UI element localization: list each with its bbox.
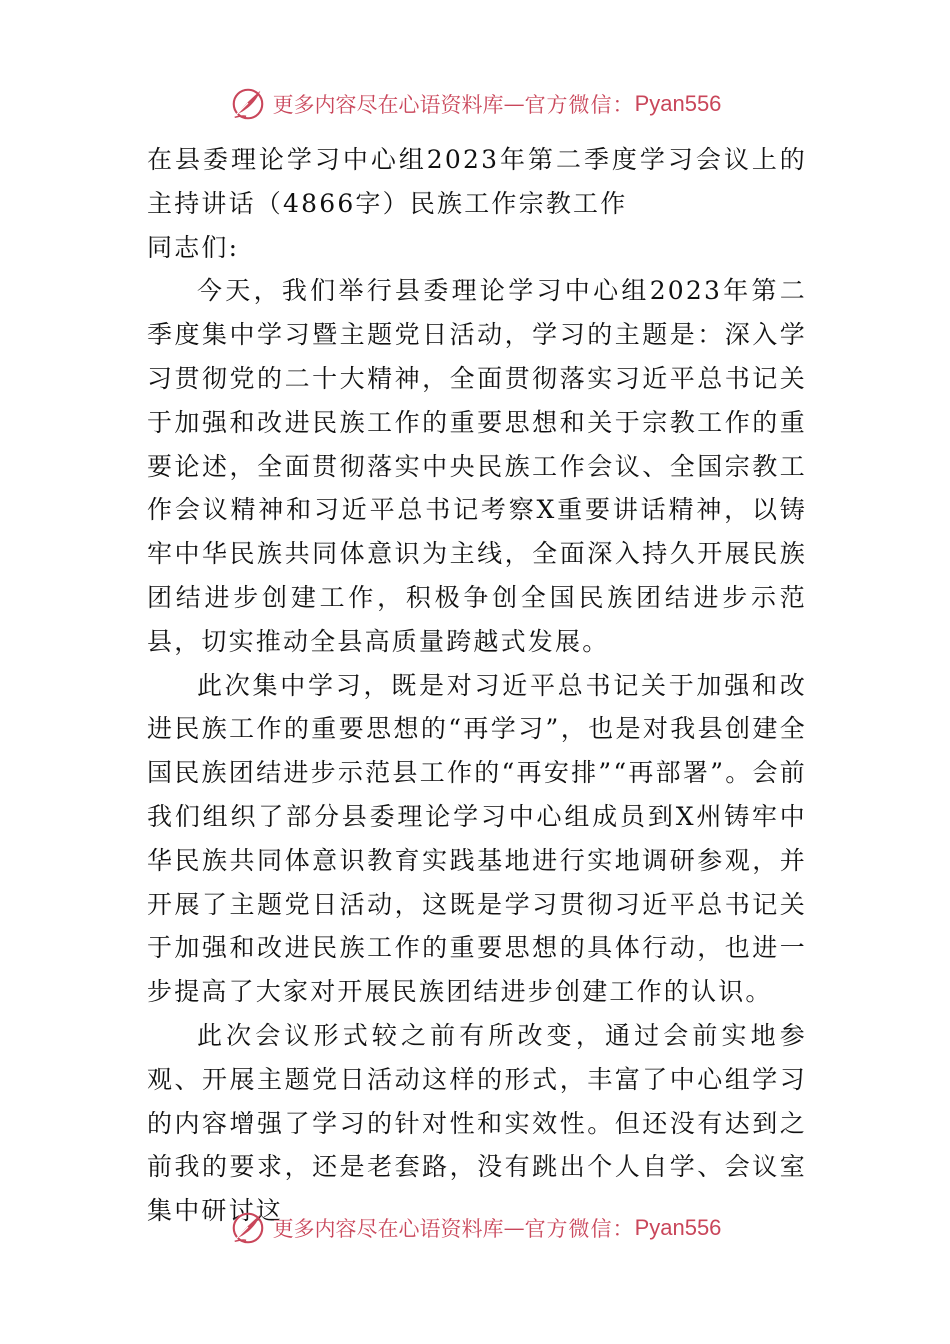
watermark-site-text: 更多内容尽在心语资料库 (272, 1217, 504, 1241)
watermark-banner-bottom (0, 1208, 950, 1248)
quill-pen-icon (229, 85, 267, 123)
paragraph-2: 此次集中学习，既是对习近平总书记关于加强和改进民族工作的重要思想的“再学习”，也是对我县创建全国民族团结进步示范县工作的“再安排”“再部署”。会前我们组织了部分县委理论学习中心组成员到X州铸牢中华民族共同体意识教育实践基地进行实地调研参观，并开展了主题党日活动，这既是学习贯彻习近平总书记关于加强和改进民族工作的重要思想的具体行动，也进一步提高了大家对开展民族团结进步创建工作的认识。 (147, 670, 807, 1007)
watermark-separator: — (503, 92, 525, 116)
document-title: 在县委理论学习中心组2023年第二季度学习会议上的主持讲话（4866字）民族工作宗教工作 (147, 145, 807, 218)
watermark-banner-top (0, 84, 950, 124)
watermark-wechat-label: 官方微信： (524, 93, 635, 117)
quill-pen-icon (229, 1209, 267, 1247)
paragraph-3: 此次会议形式较之前有所改变，通过会前实地参观、开展主题党日活动这样的形式，丰富了中心组学习的内容增强了学习的针对性和实效性。但还没有达到之前我的要求，还是老套路，没有跳出个人自学、会议室集中研讨这 (147, 1020, 807, 1226)
watermark-wechat-id: Pyan556 (634, 91, 722, 116)
watermark-separator: — (503, 1216, 525, 1240)
document-salutation: 同志们: (147, 232, 240, 262)
paragraph-1: 今天，我们举行县委理论学习中心组2023年第二季度集中学习暨主题党日活动，学习的主题是：深入学习贯彻党的二十大精神，全面贯彻落实习近平总书记关于加强和改进民族工作的重要思想和关于宗教工作的重要论述，全面贯彻落实中央民族工作会议、全国宗教工作会议精神和习近平总书记考察X重要讲话精神，以铸牢中华民族共同体意识为主线，全面深入持久开展民族团结进步创建工作，积极争创全国民族团结进步示范县，切实推动全县高质量跨越式发展。 (147, 276, 807, 656)
watermark-wechat-label: 官方微信： (524, 1217, 635, 1241)
watermark-site-text: 更多内容尽在心语资料库 (272, 93, 504, 117)
watermark-wechat-id: Pyan556 (634, 1215, 722, 1240)
document-body (147, 138, 807, 1233)
